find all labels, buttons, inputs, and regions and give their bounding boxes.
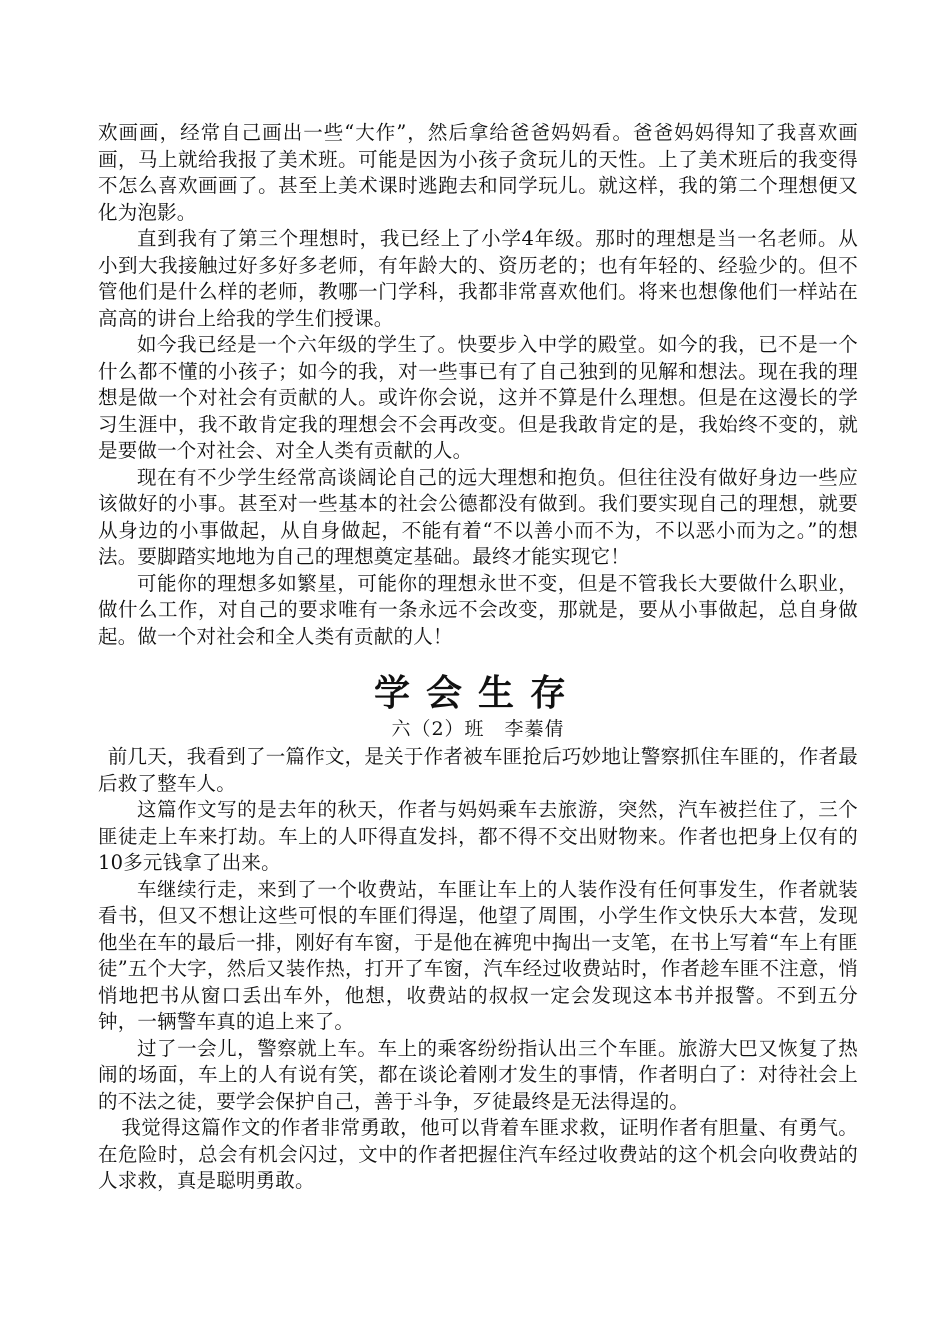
document-page <box>98 120 858 1195</box>
paragraph: 直到我有了第三个理想时，我已经上了小学4年级。那时的理想是当一名老师。从小到大我接触过好多好多老师，有年龄大的、资历老的；也有年轻的、经验少的。但不管他们是什么样的老师，教哪一门学科，我都非常喜欢他们。将来也想像他们一样站在高高的讲台上给我的学生们授课。 <box>98 227 858 330</box>
paragraph: 现在有不少学生经常高谈阔论自己的远大理想和抱负。但往往没有做好身边一些应该做好的小事。甚至对一些基本的社会公德都没有做到。我们要实现自己的理想，就要从身边的小事做起，从自身做起，不能有着“不以善小而不为，不以恶小而为之。”的想法。要脚踏实地地为自己的理想奠定基础。最终才能实现它！ <box>98 465 858 568</box>
essay-learn-to-survive <box>98 672 858 1195</box>
paragraph: 如今我已经是一个六年级的学生了。快要步入中学的殿堂。如今的我，已不是一个什么都不懂的小孩子；如今的我，对一些事已有了自己独到的见解和想法。现在我的理想是做一个对社会有贡献的人。或许你会说，这并不算是什么理想。但是在这漫长的学习生涯中，我不敢肯定我的理想会不会再改变。但是我敢肯定的是，我始终不变的，就是要做一个对社会、对全人类有贡献的人。 <box>98 333 858 462</box>
paragraph: 我觉得这篇作文的作者非常勇敢，他可以背着车匪求救，证明作者有胆量、有勇气。在危险时，总会有机会闪过，文中的作者把握住汽车经过收费站的这个机会向收费站的人求救，真是聪明勇敢。 <box>98 1116 858 1192</box>
essay-ideal-continuation <box>98 120 858 650</box>
paragraph: 车继续行走，来到了一个收费站，车匪让车上的人装作没有任何事发生，作者就装看书，但又不想让这些可恨的车匪们得逞，他望了周围，小学生作文快乐大本营，发现他坐在车的最后一排，刚好有车窗，于是他在裤兜中掏出一支笔，在书上写着“车上有匪徒”五个大字，然后又装作热，打开了车窗，汽车经过收费站时，作者趁车匪不注意，悄悄地把书从窗口丢出车外，他想，收费站的叔叔一定会发现这本书并报警。不到五分钟，一辆警车真的追上来了。 <box>98 877 858 1033</box>
essay-byline: 六（2）班 李蓁倩 <box>391 718 565 740</box>
paragraph: 可能你的理想多如繁星，可能你的理想永世不变，但是不管我长大要做什么职业，做什么工作，对自己的要求唯有一条永远不会改变，那就是，要从小事做起，总自身做起。做一个对社会和全人类有贡献的人！ <box>98 571 858 648</box>
paragraph: 前几天，我看到了一篇作文，是关于作者被车匪抢后巧妙地让警察抓住车匪的，作者最后救了整车人。 <box>98 745 858 795</box>
essay-title: 学会生存 <box>373 673 582 714</box>
paragraph: 过了一会儿，警察就上车。车上的乘客纷纷指认出三个车匪。旅游大巴又恢复了热闹的场面，车上的人有说有笑，都在谈论着刚才发生的事情，作者明白了：对待社会上的不法之徒，要学会保护自己，善于斗争，歹徒最终是无法得逞的。 <box>98 1036 858 1113</box>
paragraph: 欢画画，经常自己画出一些“大作”，然后拿给爸爸妈妈看。爸爸妈妈得知了我喜欢画画，马上就给我报了美术班。可能是因为小孩子贪玩儿的天性。上了美术班后的我变得不怎么喜欢画画了。甚至上美术课时逃跑去和同学玩儿。就这样，我的第二个理想便又化为泡影。 <box>98 121 858 224</box>
paragraph: 这篇作文写的是去年的秋天，作者与妈妈乘车去旅游，突然，汽车被拦住了，三个匪徒走上车来打劫。车上的人吓得直发抖，都不得不交出财物来。作者也把身上仅有的10多元钱拿了出来。 <box>98 798 858 874</box>
